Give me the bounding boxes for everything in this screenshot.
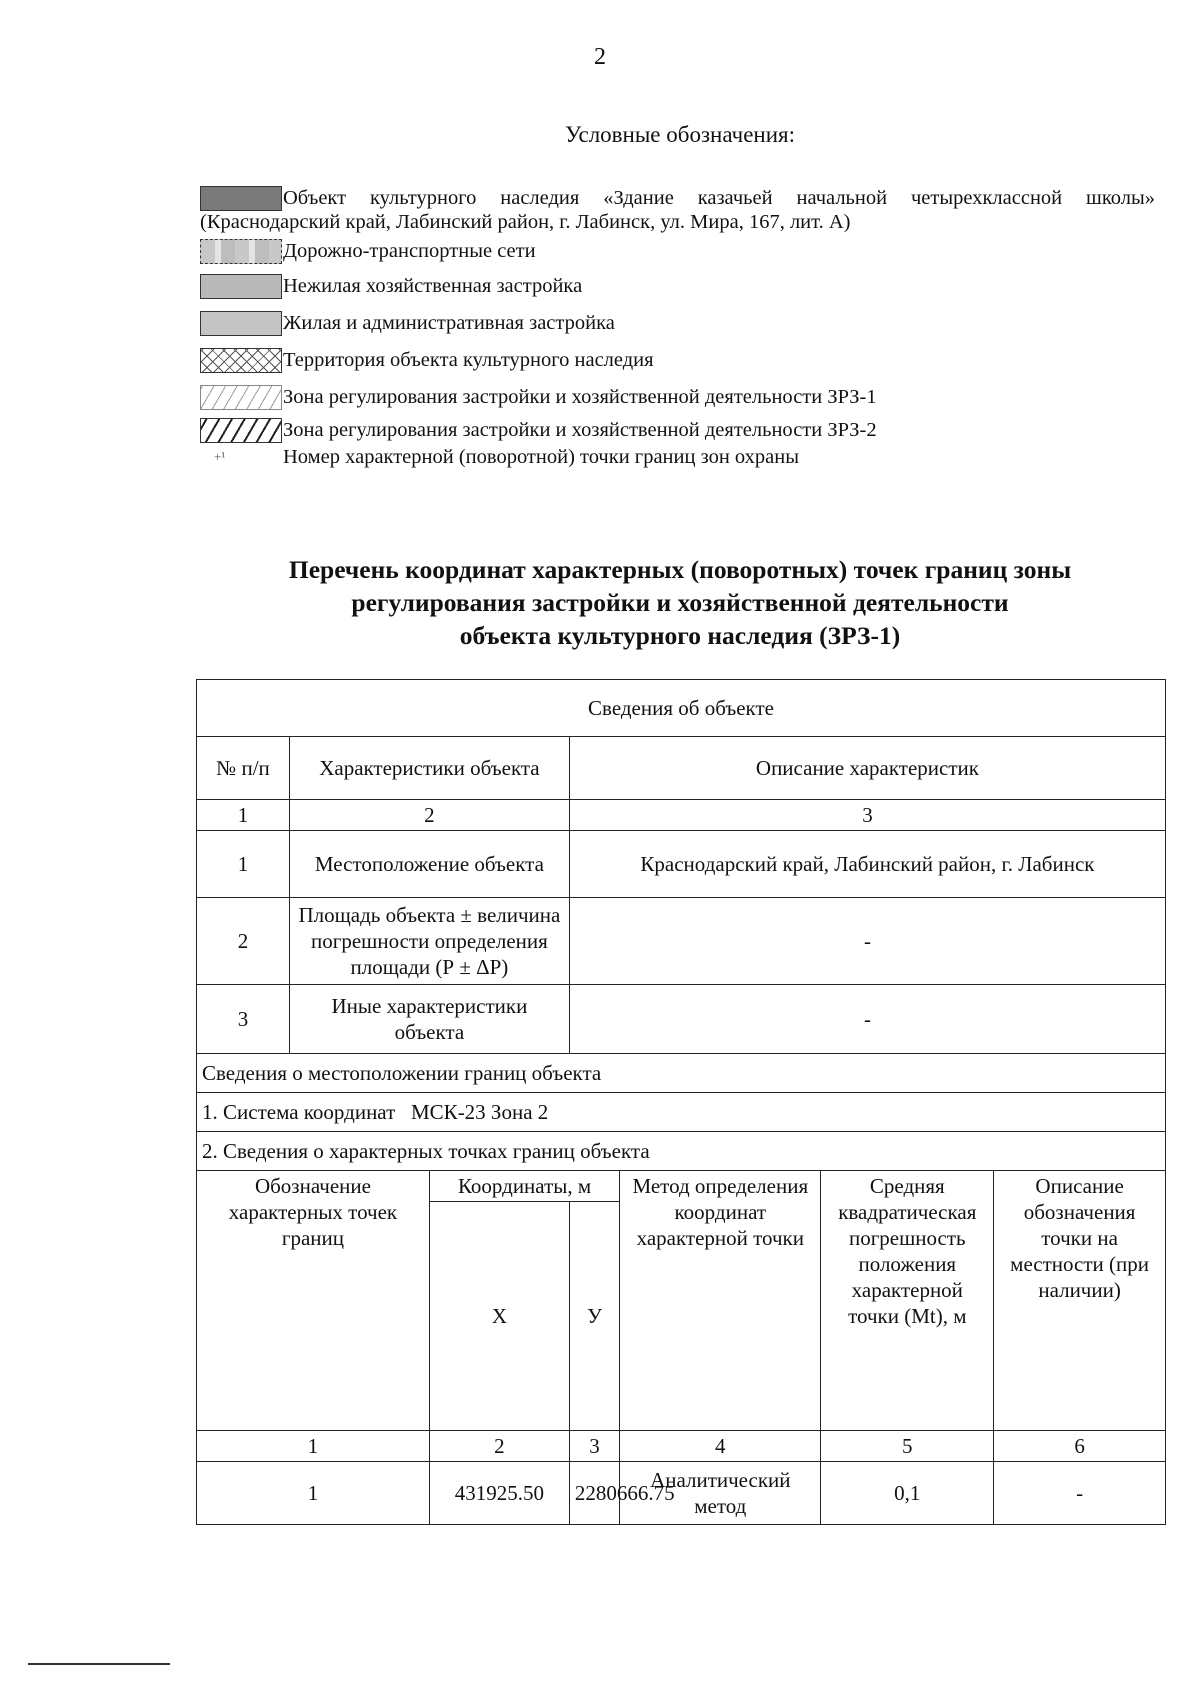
point-y: 2280666.75 [569, 1462, 619, 1525]
heading-line: регулирования застройки и хозяйственной деятельности [351, 588, 1009, 617]
points-title: 2. Сведения о характерных точках границ объекта [197, 1132, 1166, 1171]
header-method: Метод определения координат характерной точки [620, 1171, 821, 1431]
point-x: 431925.50 [429, 1462, 569, 1525]
document-heading [0, 553, 1200, 652]
point-place: - [994, 1462, 1166, 1525]
legend-item-zone-zrz2 [200, 418, 1155, 445]
legend-item-label: Жилая и административная застройка [283, 312, 615, 334]
table-row [197, 680, 1166, 737]
legend-title: Условные обозначения: [564, 122, 796, 147]
legend-item-label: Нежилая хозяйственная застройка [283, 275, 583, 297]
column-number: 1 [197, 1431, 430, 1462]
residential-swatch-icon [200, 311, 282, 336]
row-characteristic: Площадь объекта ± величина погрешности определения площади (Р ± ΔР) [289, 898, 569, 985]
table-row [197, 1462, 1166, 1525]
point-designation: 1 [197, 1462, 430, 1525]
header-coordinates: Координаты, м [429, 1171, 619, 1202]
header-characteristics: Характеристики объекта [289, 737, 569, 800]
heritage-object-swatch-icon [200, 186, 282, 211]
location-title: Сведения о местоположении границ объекта [197, 1054, 1166, 1093]
table-row [197, 898, 1166, 985]
row-num: 3 [197, 985, 290, 1054]
header-place: Описание обозначения точки на местности (при наличии) [994, 1171, 1166, 1431]
row-description: - [569, 985, 1165, 1054]
header-y: У [569, 1202, 619, 1431]
page-number: 2 [594, 44, 606, 70]
legend-item-zone-zrz1 [200, 385, 1155, 418]
table-row [197, 1132, 1166, 1171]
column-number: 5 [821, 1431, 994, 1462]
legend-item-road-network [200, 239, 1155, 270]
object-info-title: Сведения об объекте [197, 680, 1166, 737]
road-network-swatch-icon [200, 239, 282, 264]
legend-item-label: Территория объекта культурного наследия [283, 349, 654, 371]
column-number: 3 [569, 800, 1165, 831]
header-description: Описание характеристик [569, 737, 1165, 800]
header-designation: Обозначение характерных точек границ [197, 1171, 430, 1431]
column-number: 2 [289, 800, 569, 831]
table-row [197, 737, 1166, 800]
footer-divider [28, 1663, 170, 1665]
row-characteristic: Местоположение объекта [289, 831, 569, 898]
legend-item-label: Объект культурного наследия «Здание казачьей начальной четырехклассной школы» (Краснодарский край, Лабинский район, г. Лабинск, ул. Мира, 167, лит. А) [200, 187, 1155, 233]
table-row [197, 1093, 1166, 1132]
row-num: 2 [197, 898, 290, 985]
table-row [197, 1054, 1166, 1093]
column-number: 6 [994, 1431, 1166, 1462]
legend-item-point-number [200, 445, 1155, 475]
legend-item-non-residential [200, 274, 1155, 307]
table-row [197, 985, 1166, 1054]
header-num: № п/п [197, 737, 290, 800]
legend-item-label: Дорожно-транспортные сети [283, 240, 536, 262]
zone-zrz2-swatch-icon [200, 418, 282, 443]
legend-item-label: Зона регулирования застройки и хозяйственной деятельности ЗРЗ-2 [283, 419, 877, 441]
column-number: 3 [569, 1431, 619, 1462]
legend [200, 186, 1155, 475]
row-description: - [569, 898, 1165, 985]
legend-item-heritage-object [200, 186, 1155, 236]
non-residential-swatch-icon [200, 274, 282, 299]
legend-item-label: Зона регулирования застройки и хозяйственной деятельности ЗРЗ-1 [283, 386, 877, 408]
table-row [197, 1171, 1166, 1202]
heading-line: объекта культурного наследия (ЗРЗ-1) [459, 621, 901, 650]
column-number: 1 [197, 800, 290, 831]
row-num: 1 [197, 831, 290, 898]
legend-item-heritage-territory [200, 348, 1155, 381]
row-description: Краснодарский край, Лабинский район, г. Лабинск [569, 831, 1165, 898]
header-error: Средняя квадратическая погрешность положения характерной точки (Mt), м [821, 1171, 994, 1431]
legend-item-label: Номер характерной (поворотной) точки границ зон охраны [283, 446, 799, 468]
heritage-territory-swatch-icon [200, 348, 282, 373]
coordinates-table [196, 679, 1166, 1525]
coordinate-system: 1. Система координат МСК-23 Зона 2 [197, 1093, 1166, 1132]
column-number: 2 [429, 1431, 569, 1462]
zone-zrz1-swatch-icon [200, 385, 282, 410]
legend-item-residential [200, 311, 1155, 344]
header-x: X [429, 1202, 569, 1431]
point-number-mark-icon: +¹ [214, 449, 226, 464]
table-row [197, 831, 1166, 898]
heading-line: Перечень координат характерных (поворотных) точек границ зоны [288, 555, 1072, 584]
table-row [197, 1431, 1166, 1462]
table-row [197, 800, 1166, 831]
point-error: 0,1 [821, 1462, 994, 1525]
column-number: 4 [620, 1431, 821, 1462]
point-method: Аналитический метод [620, 1462, 821, 1525]
row-characteristic: Иные характеристики объекта [289, 985, 569, 1054]
